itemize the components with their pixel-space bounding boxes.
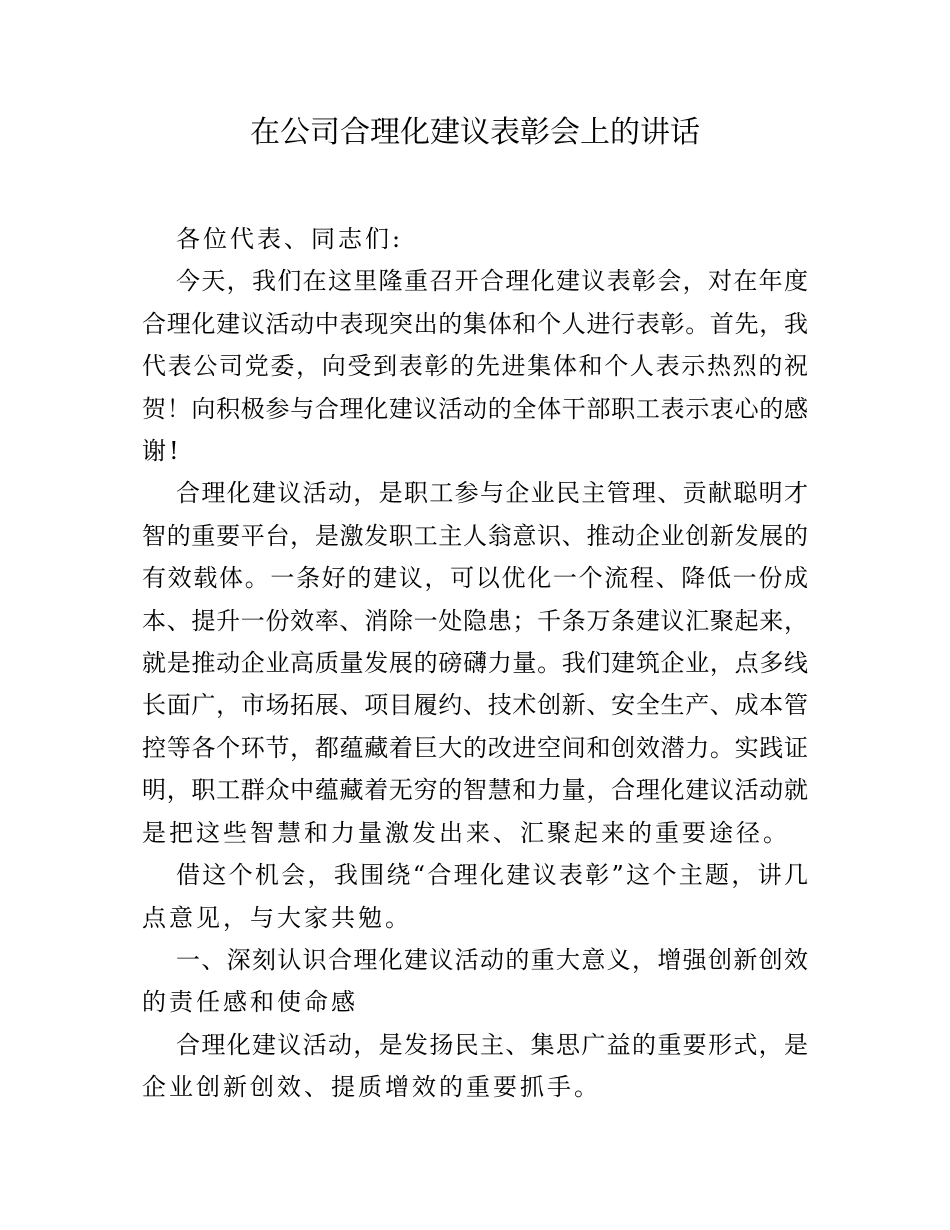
- paragraph-line: 明，职工群众中蕴藏着无穷的智慧和力量，合理化建议活动就: [142, 776, 808, 805]
- paragraph-line: 控等各个环节，都蕴藏着巨大的改进空间和创效潜力。实践证: [142, 733, 808, 762]
- paragraph-line: 合理化建议活动中表现突出的集体和个人进行表彰。首先，我: [142, 309, 808, 338]
- paragraph-line: 谢!: [142, 437, 182, 466]
- paragraph-line: 代表公司党委，向受到表彰的先进集体和个人表示热烈的祝: [142, 352, 808, 381]
- document-title: 在公司合理化建议表彰会上的讲话: [250, 115, 700, 150]
- paragraph-line: 的责任感和使命感: [142, 988, 358, 1017]
- paragraph-line: 今天，我们在这里隆重召开合理化建议表彰会，对在年度: [176, 267, 808, 296]
- paragraph-line: 是把这些智慧和力量激发出来、汇聚起来的重要途径。: [142, 818, 790, 847]
- paragraph-line: 各位代表、同志们:: [176, 225, 404, 253]
- paragraph-line: 点意见，与大家共勉。: [142, 903, 412, 932]
- paragraph-line: 借这个机会，我围绕“合理化建议表彰”这个主题，讲几: [176, 861, 808, 890]
- paragraph: [142, 854, 808, 939]
- paragraph-line: 贺！向积极参与合理化建议活动的全体干部职工表示衷心的感: [142, 394, 808, 423]
- paragraph: [142, 939, 808, 1024]
- paragraph: [142, 218, 808, 260]
- paragraph-line: 就是推动企业高质量发展的磅礴力量。我们建筑企业，点多线: [142, 649, 808, 678]
- paragraph: [142, 1024, 808, 1109]
- paragraph-line: 企业创新创效、提质增效的重要抓手。: [142, 1073, 601, 1102]
- paragraph: [142, 260, 808, 472]
- paragraph-line: 本、提升一份效率、消除一处隐患；千条万条建议汇聚起来，: [142, 606, 808, 635]
- paragraph-line: 合理化建议活动，是职工参与企业民主管理、贡献聪明才: [176, 479, 808, 508]
- paragraph-line: 有效载体。一条好的建议，可以优化一个流程、降低一份成: [142, 564, 808, 593]
- paragraph-line: 一、深刻认识合理化建议活动的重大意义，增强创新创效: [176, 945, 808, 974]
- paragraph: [142, 472, 808, 854]
- paragraph-line: 合理化建议活动，是发扬民主、集思广益的重要形式，是: [176, 1030, 808, 1059]
- paragraph-line: 智的重要平台，是激发职工主人翁意识、推动企业创新发展的: [142, 521, 808, 550]
- document-body: [142, 218, 808, 1109]
- paragraph-line: 长面广，市场拓展、项目履约、技术创新、安全生产、成本管: [142, 691, 808, 720]
